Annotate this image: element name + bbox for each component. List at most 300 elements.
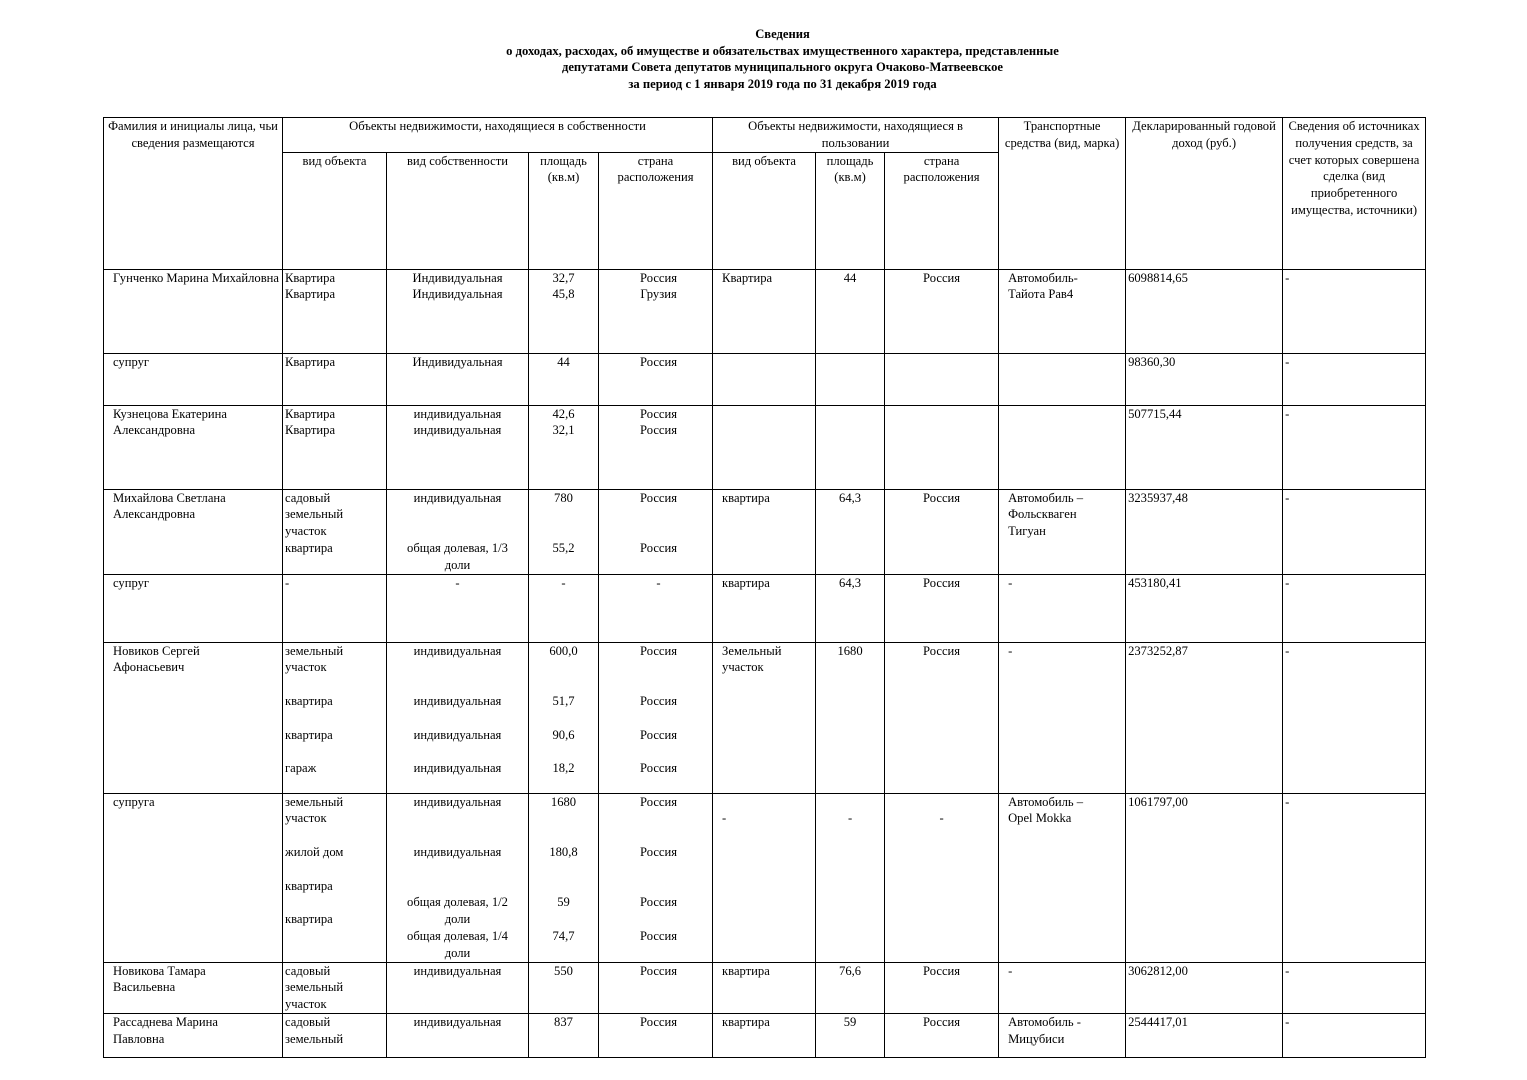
- used-area-cell: [816, 1013, 885, 1057]
- cell-line: Россия: [640, 727, 678, 742]
- cell-line: Александровна: [113, 507, 196, 522]
- cell-line: Россия: [923, 575, 961, 590]
- cell-line: [531, 878, 596, 895]
- cell-line: Новиков Сергей: [113, 643, 200, 658]
- cell-line: 3062812,00: [1128, 963, 1188, 978]
- cell-line: [531, 743, 596, 760]
- table-row: [104, 269, 1426, 353]
- vehicles-cell: [999, 405, 1126, 489]
- vehicles-cell: [999, 962, 1126, 1013]
- cell-line: индивидуальная: [413, 727, 502, 742]
- table-row: [104, 489, 1426, 574]
- owned-country-cell: [599, 489, 713, 574]
- used-area-cell: [816, 574, 885, 642]
- used-area-cell: [816, 642, 885, 793]
- cell-line: участок: [285, 997, 327, 1012]
- cell-line: [531, 506, 596, 523]
- cell-line: [285, 861, 382, 878]
- cell-line: Рассаднева Марина: [113, 1014, 218, 1029]
- cell-line: Грузия: [640, 287, 677, 302]
- cell-line: -: [1285, 643, 1290, 658]
- cell-line: Тайота Рав4: [1008, 287, 1074, 302]
- cell-line: [607, 523, 710, 540]
- cell-line: [531, 523, 596, 540]
- person-name-cell: [104, 793, 283, 962]
- cell-line: [389, 506, 526, 523]
- cell-line: земельный: [285, 1031, 344, 1046]
- cell-line: [389, 676, 526, 693]
- cell-line: 98360,30: [1128, 354, 1176, 369]
- cell-line: 3235937,48: [1128, 490, 1188, 505]
- cell-line: [389, 861, 526, 878]
- declarations-table: [103, 117, 1426, 1058]
- cell-line: супруг: [113, 575, 150, 590]
- cell-line: 6098814,65: [1128, 270, 1188, 285]
- cell-line: [607, 506, 710, 523]
- table-row: [104, 642, 1426, 793]
- ownership-kind-cell: [387, 353, 529, 405]
- cell-line: -: [1285, 963, 1290, 978]
- cell-line: 45,8: [552, 287, 575, 302]
- table-row: [104, 793, 1426, 962]
- cell-line: квартира: [285, 912, 333, 927]
- cell-line: 64,3: [839, 575, 862, 590]
- cell-line: [607, 911, 710, 928]
- header-own-group: Объекты недвижимости, находящиеся в собственности: [283, 118, 713, 153]
- header-use-type: вид объекта: [713, 152, 816, 269]
- funds-sources-cell: [1283, 269, 1426, 353]
- owned-country-cell: [599, 405, 713, 489]
- cell-line: индивидуальная: [413, 643, 502, 658]
- cell-line: Россия: [640, 761, 678, 776]
- cell-line: земельный: [285, 794, 344, 809]
- cell-line: [887, 794, 996, 811]
- cell-line: индивидуальная: [413, 490, 502, 505]
- person-name-cell: [104, 1013, 283, 1057]
- funds-sources-cell: [1283, 574, 1426, 642]
- cell-line: [531, 911, 596, 928]
- cell-line: [531, 676, 596, 693]
- cell-line: 18,2: [552, 761, 575, 776]
- used-object-type-cell: [713, 574, 816, 642]
- cell-line: Автомобиль -: [1008, 1014, 1081, 1029]
- cell-line: [389, 659, 526, 676]
- owned-area-cell: [529, 962, 599, 1013]
- cell-line: -: [939, 811, 944, 826]
- header-sources: Сведения об источниках получения средств, за счет которых совершена сделка (вид приобретенного имущества, источники): [1283, 118, 1426, 270]
- used-object-type-cell: [713, 489, 816, 574]
- cell-line: -: [1008, 575, 1013, 590]
- cell-line: [285, 827, 382, 844]
- cell-line: Россия: [640, 490, 678, 505]
- ownership-kind-cell: [387, 405, 529, 489]
- cell-line: -: [455, 575, 460, 590]
- cell-line: 1680: [837, 643, 863, 658]
- declared-income-cell: [1126, 642, 1283, 793]
- used-country-cell: [885, 642, 999, 793]
- cell-line: квартира: [285, 540, 333, 555]
- cell-line: -: [1285, 406, 1290, 421]
- cell-line: Автомобиль –: [1008, 490, 1084, 505]
- cell-line: Квартира: [722, 270, 773, 285]
- vehicles-cell: [999, 574, 1126, 642]
- cell-line: супруга: [113, 794, 155, 809]
- used-country-cell: [885, 405, 999, 489]
- cell-line: [389, 710, 526, 727]
- cell-line: 507715,44: [1128, 406, 1182, 421]
- cell-line: [531, 861, 596, 878]
- ownership-kind-cell: [387, 962, 529, 1013]
- cell-line: Квартира: [285, 287, 336, 302]
- cell-line: [531, 827, 596, 844]
- cell-line: [607, 878, 710, 895]
- cell-line: 600,0: [549, 643, 578, 658]
- cell-line: 44: [557, 354, 570, 369]
- cell-line: квартира: [722, 1014, 770, 1029]
- document-title: [0, 26, 1527, 92]
- cell-line: 44: [843, 270, 857, 285]
- owned-area-cell: [529, 1013, 599, 1057]
- cell-line: -: [285, 575, 290, 590]
- used-area-cell: [816, 489, 885, 574]
- cell-line: -: [656, 575, 661, 590]
- ownership-kind-cell: [387, 269, 529, 353]
- cell-line: индивидуальная: [413, 794, 502, 809]
- cell-line: [389, 810, 526, 827]
- cell-line: земельный: [285, 980, 344, 995]
- cell-line: Индивидуальная: [412, 270, 503, 285]
- header-use-area: площадь (кв.м): [816, 152, 885, 269]
- cell-line: Россия: [640, 406, 678, 421]
- funds-sources-cell: [1283, 642, 1426, 793]
- cell-line: [607, 861, 710, 878]
- cell-line: Россия: [640, 928, 678, 943]
- ownership-kind-cell: [387, 1013, 529, 1057]
- cell-line: доли: [444, 945, 471, 960]
- cell-line: Россия: [640, 1014, 678, 1029]
- cell-line: Россия: [640, 270, 678, 285]
- header-own-area: площадь (кв.м): [529, 152, 599, 269]
- person-name-cell: [104, 962, 283, 1013]
- cell-line: 42,6: [552, 406, 575, 421]
- owned-country-cell: [599, 353, 713, 405]
- cell-line: [285, 710, 382, 727]
- cell-line: Квартира: [285, 406, 336, 421]
- cell-line: садовый: [285, 490, 331, 505]
- person-name-cell: [104, 269, 283, 353]
- cell-line: 90,6: [552, 727, 575, 742]
- vehicles-cell: [999, 793, 1126, 962]
- cell-line: 55,2: [552, 540, 575, 555]
- cell-line: [607, 676, 710, 693]
- cell-line: квартира: [722, 490, 770, 505]
- cell-line: участок: [285, 524, 327, 539]
- owned-area-cell: [529, 642, 599, 793]
- cell-line: -: [1285, 270, 1290, 285]
- cell-line: индивидуальная: [413, 693, 502, 708]
- header-own-country: страна расположения: [599, 152, 713, 269]
- used-area-cell: [816, 962, 885, 1013]
- cell-line: супруг: [113, 354, 150, 369]
- cell-line: 2373252,87: [1128, 643, 1188, 658]
- cell-line: 32,7: [552, 270, 575, 285]
- cell-line: 180,8: [549, 844, 578, 859]
- cell-line: индивидуальная: [413, 844, 502, 859]
- cell-line: 1061797,00: [1128, 794, 1188, 809]
- cell-line: квартира: [722, 963, 770, 978]
- header-use-country: страна расположения: [885, 152, 999, 269]
- cell-line: [285, 743, 382, 760]
- cell-line: доли: [444, 912, 471, 927]
- owned-object-type-cell: [283, 962, 387, 1013]
- cell-line: Россия: [923, 1014, 961, 1029]
- owned-area-cell: [529, 269, 599, 353]
- cell-line: [607, 743, 710, 760]
- cell-line: земельный: [285, 507, 344, 522]
- owned-object-type-cell: [283, 1013, 387, 1057]
- person-name-cell: [104, 642, 283, 793]
- cell-line: Россия: [640, 794, 678, 809]
- cell-line: квартира: [285, 727, 333, 742]
- cell-line: индивидуальная: [413, 963, 502, 978]
- title-line-3: депутатами Совета депутатов муниципального округа Очаково-Матвеевское: [561, 60, 1004, 75]
- cell-line: Opel Mokka: [1008, 811, 1072, 826]
- cell-line: 550: [554, 963, 573, 978]
- vehicles-cell: [999, 269, 1126, 353]
- cell-line: Тигуан: [1008, 524, 1046, 539]
- cell-line: Мицубиси: [1008, 1031, 1065, 1046]
- cell-line: индивидуальная: [413, 423, 502, 438]
- cell-line: Земельный: [722, 643, 782, 658]
- cell-line: Автомобиль-: [1008, 270, 1078, 285]
- cell-line: [607, 827, 710, 844]
- person-name-cell: [104, 574, 283, 642]
- cell-line: 59: [557, 895, 570, 910]
- declared-income-cell: [1126, 962, 1283, 1013]
- ownership-kind-cell: [387, 793, 529, 962]
- cell-line: 453180,41: [1128, 575, 1182, 590]
- cell-line: [389, 827, 526, 844]
- cell-line: Россия: [640, 540, 678, 555]
- cell-line: индивидуальная: [413, 761, 502, 776]
- cell-line: 780: [554, 490, 573, 505]
- cell-line: [531, 710, 596, 727]
- cell-line: 2544417,01: [1128, 1014, 1188, 1029]
- cell-line: 32,1: [552, 423, 575, 438]
- declared-income-cell: [1126, 405, 1283, 489]
- cell-line: Кузнецова Екатерина: [113, 406, 227, 421]
- cell-line: 76,6: [839, 963, 862, 978]
- cell-line: Квартира: [285, 354, 336, 369]
- used-object-type-cell: [713, 793, 816, 962]
- table-body: [104, 269, 1426, 1057]
- cell-line: участок: [285, 660, 327, 675]
- owned-area-cell: [529, 353, 599, 405]
- cell-line: Павловна: [113, 1031, 165, 1046]
- used-country-cell: [885, 353, 999, 405]
- cell-line: [607, 810, 710, 827]
- used-object-type-cell: [713, 642, 816, 793]
- cell-line: -: [1285, 794, 1290, 809]
- cell-line: -: [1008, 963, 1013, 978]
- cell-line: Россия: [640, 895, 678, 910]
- cell-line: -: [1008, 643, 1013, 658]
- cell-line: -: [1285, 354, 1290, 369]
- vehicles-cell: [999, 642, 1126, 793]
- table-row: [104, 574, 1426, 642]
- used-country-cell: [885, 962, 999, 1013]
- cell-line: Новикова Тамара: [113, 963, 206, 978]
- used-country-cell: [885, 574, 999, 642]
- person-name-cell: [104, 353, 283, 405]
- cell-line: участок: [285, 811, 327, 826]
- cell-line: доли: [444, 557, 471, 572]
- cell-line: земельный: [285, 643, 344, 658]
- owned-object-type-cell: [283, 405, 387, 489]
- header-own-kind: вид собственности: [387, 152, 529, 269]
- header-name: Фамилия и инициалы лица, чьи сведения размещаются: [104, 118, 283, 270]
- header-transport: Транспортные средства (вид, марка): [999, 118, 1126, 270]
- table-row: [104, 353, 1426, 405]
- cell-line: Васильевна: [113, 980, 176, 995]
- owned-object-type-cell: [283, 489, 387, 574]
- cell-line: [389, 878, 526, 895]
- used-object-type-cell: [713, 353, 816, 405]
- declared-income-cell: [1126, 1013, 1283, 1057]
- cell-line: 51,7: [552, 693, 575, 708]
- cell-line: [607, 659, 710, 676]
- cell-line: 59: [843, 1014, 857, 1029]
- owned-object-type-cell: [283, 642, 387, 793]
- funds-sources-cell: [1283, 489, 1426, 574]
- owned-country-cell: [599, 642, 713, 793]
- cell-line: [285, 676, 382, 693]
- funds-sources-cell: [1283, 793, 1426, 962]
- used-object-type-cell: [713, 269, 816, 353]
- cell-line: -: [1285, 1014, 1290, 1029]
- owned-country-cell: [599, 962, 713, 1013]
- vehicles-cell: [999, 489, 1126, 574]
- funds-sources-cell: [1283, 405, 1426, 489]
- vehicles-cell: [999, 353, 1126, 405]
- table-row: [104, 405, 1426, 489]
- owned-country-cell: [599, 793, 713, 962]
- owned-area-cell: [529, 793, 599, 962]
- cell-line: [818, 794, 882, 811]
- cell-line: общая долевая, 1/3: [407, 540, 508, 555]
- used-object-type-cell: [713, 405, 816, 489]
- cell-line: -: [847, 811, 853, 826]
- used-object-type-cell: [713, 1013, 816, 1057]
- cell-line: -: [722, 811, 727, 826]
- cell-line: 74,7: [552, 928, 575, 943]
- cell-line: Михайлова Светлана: [113, 490, 226, 505]
- cell-line: Автомобиль –: [1008, 794, 1084, 809]
- cell-line: Россия: [640, 354, 678, 369]
- cell-line: квартира: [285, 878, 333, 893]
- used-country-cell: [885, 269, 999, 353]
- cell-line: Россия: [640, 844, 678, 859]
- cell-line: Квартира: [285, 423, 336, 438]
- cell-line: Афонасьевич: [113, 660, 185, 675]
- cell-line: Россия: [923, 270, 961, 285]
- title-line-1: Сведения: [755, 27, 810, 41]
- cell-line: [531, 659, 596, 676]
- owned-country-cell: [599, 269, 713, 353]
- cell-line: Россия: [923, 643, 961, 658]
- cell-line: Фольскваген: [1008, 507, 1077, 522]
- ownership-kind-cell: [387, 489, 529, 574]
- cell-line: -: [1285, 575, 1290, 590]
- cell-line: [607, 710, 710, 727]
- cell-line: -: [1285, 490, 1290, 505]
- used-country-cell: [885, 489, 999, 574]
- person-name-cell: [104, 405, 283, 489]
- title-line-2: о доходах, расходах, об имуществе и обязательствах имущественного характера, представленные: [506, 43, 1059, 58]
- cell-line: [285, 894, 382, 911]
- used-area-cell: [816, 353, 885, 405]
- declared-income-cell: [1126, 489, 1283, 574]
- funds-sources-cell: [1283, 1013, 1426, 1057]
- header-own-type: вид объекта: [283, 152, 387, 269]
- declared-income-cell: [1126, 574, 1283, 642]
- cell-line: Индивидуальная: [412, 354, 503, 369]
- cell-line: 1680: [550, 794, 577, 809]
- cell-line: [389, 743, 526, 760]
- cell-line: гараж: [285, 761, 317, 776]
- cell-line: [389, 523, 526, 540]
- cell-line: общая долевая, 1/2: [407, 895, 508, 910]
- owned-object-type-cell: [283, 793, 387, 962]
- cell-line: Александровна: [113, 423, 196, 438]
- cell-line: Индивидуальная: [412, 287, 503, 302]
- owned-area-cell: [529, 405, 599, 489]
- owned-area-cell: [529, 489, 599, 574]
- cell-line: индивидуальная: [413, 406, 502, 421]
- used-area-cell: [816, 405, 885, 489]
- cell-line: Россия: [923, 490, 961, 505]
- person-name-cell: [104, 489, 283, 574]
- cell-line: -: [561, 575, 566, 590]
- owned-area-cell: [529, 574, 599, 642]
- declared-income-cell: [1126, 353, 1283, 405]
- cell-line: квартира: [722, 575, 770, 590]
- cell-line: участок: [722, 660, 764, 675]
- declared-income-cell: [1126, 793, 1283, 962]
- cell-line: Россия: [923, 963, 961, 978]
- cell-line: квартира: [285, 693, 333, 708]
- ownership-kind-cell: [387, 642, 529, 793]
- declared-income-cell: [1126, 269, 1283, 353]
- table-row: [104, 1013, 1426, 1057]
- cell-line: Россия: [640, 693, 678, 708]
- cell-line: [722, 794, 811, 811]
- used-area-cell: [816, 793, 885, 962]
- owned-country-cell: [599, 1013, 713, 1057]
- used-area-cell: [816, 269, 885, 353]
- funds-sources-cell: [1283, 353, 1426, 405]
- cell-line: индивидуальная: [413, 1014, 502, 1029]
- cell-line: 837: [554, 1014, 573, 1029]
- table-row: [104, 962, 1426, 1013]
- vehicles-cell: [999, 1013, 1126, 1057]
- cell-line: [531, 810, 596, 827]
- cell-line: общая долевая, 1/4: [407, 928, 508, 943]
- cell-line: Россия: [640, 423, 678, 438]
- funds-sources-cell: [1283, 962, 1426, 1013]
- cell-line: жилой дом: [285, 844, 344, 859]
- title-line-4: за период с 1 января 2019 года по 31 декабря 2019 года: [628, 76, 937, 91]
